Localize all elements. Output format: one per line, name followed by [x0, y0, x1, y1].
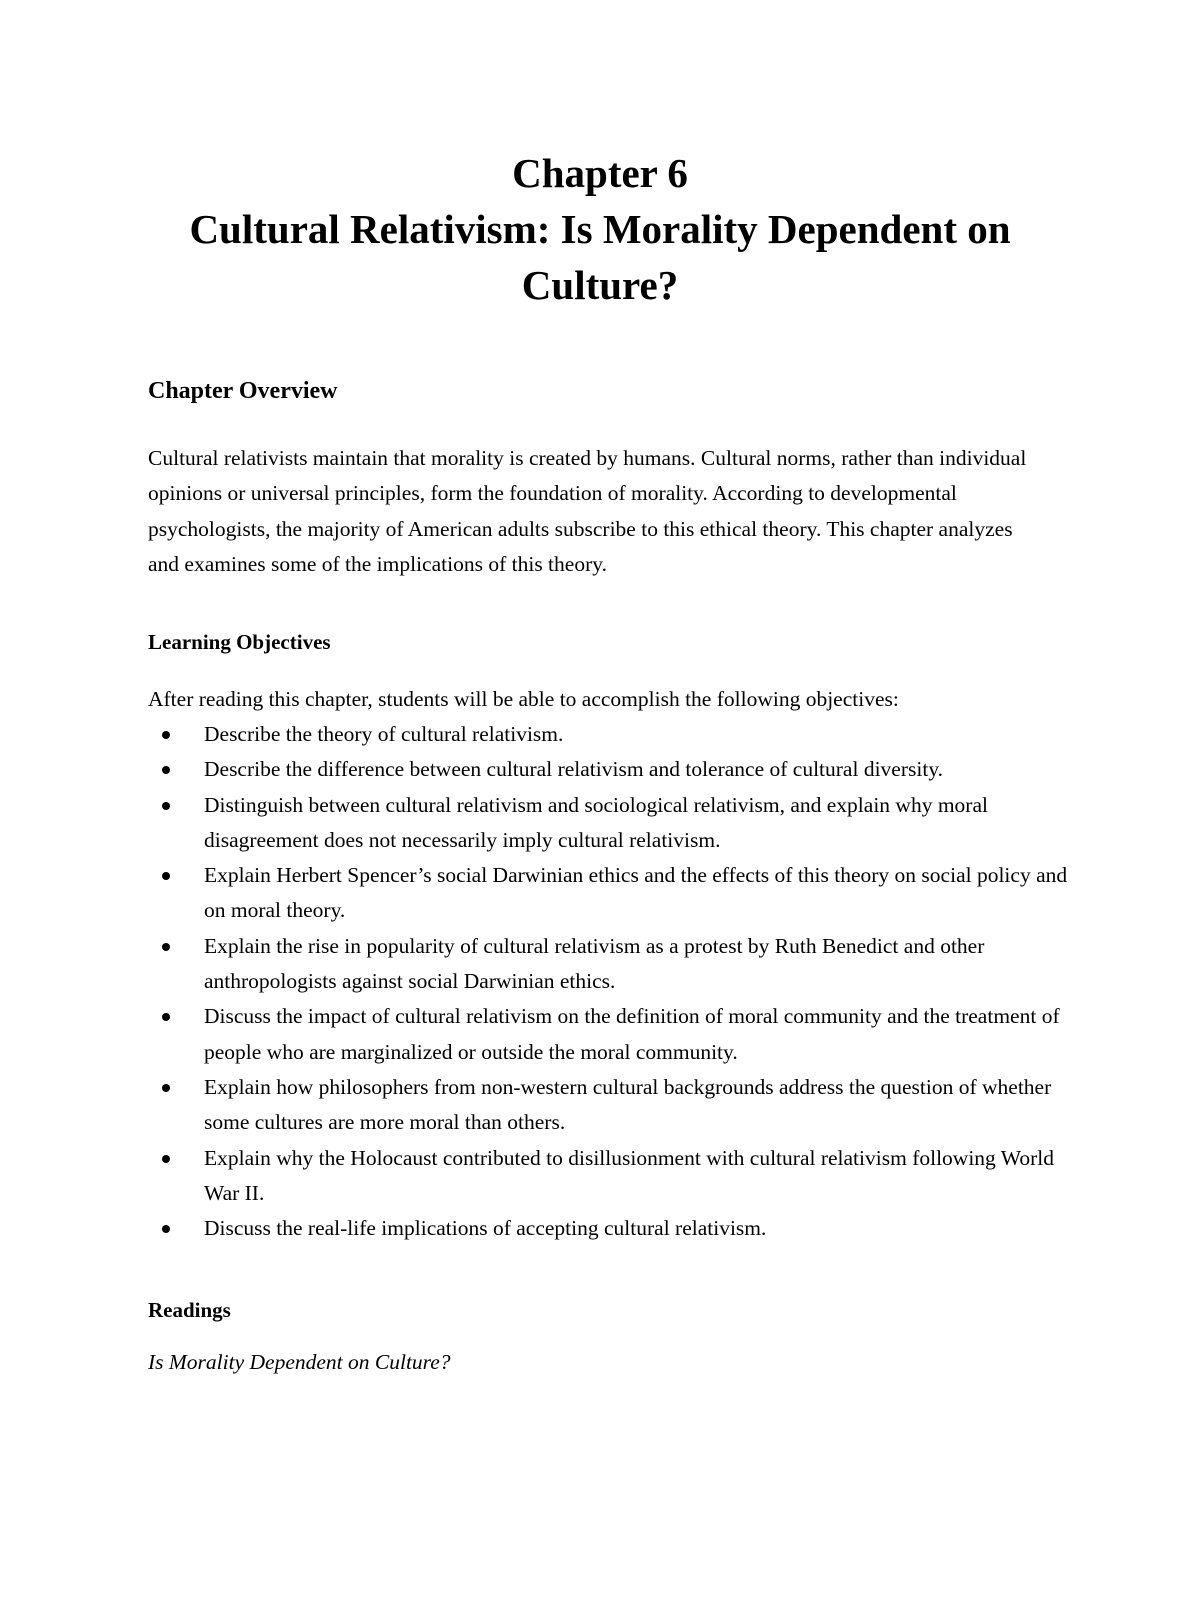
- bullet-icon: [162, 802, 170, 810]
- objectives-list: [148, 717, 1068, 1246]
- bullet-icon: [162, 731, 170, 739]
- chapter-title-line-2: Culture?: [521, 262, 679, 308]
- chapter-number: Chapter 6: [512, 150, 688, 196]
- objective-text: Discuss the impact of cultural relativism on the definition of moral community and the treatment of people who are marginalized or outside the moral community.: [204, 1004, 1060, 1064]
- list-item: [148, 1141, 1068, 1212]
- bullet-icon: [162, 943, 170, 951]
- objectives-intro: After reading this chapter, students will be able to accomplish the following objectives:: [148, 687, 899, 711]
- objective-text: Explain why the Holocaust contributed to disillusionment with cultural relativism following World War II.: [204, 1145, 1054, 1205]
- chapter-title: [0, 145, 1200, 313]
- bullet-icon: [162, 1155, 170, 1163]
- bullet-icon: [162, 872, 170, 880]
- objective-text: Describe the difference between cultural relativism and tolerance of cultural diversity.: [204, 757, 944, 782]
- list-item: [148, 788, 1068, 859]
- overview-heading: Chapter Overview: [148, 378, 338, 404]
- readings-heading: Readings: [148, 1298, 231, 1322]
- list-item: [148, 999, 1068, 1070]
- list-item: [148, 1211, 1068, 1246]
- bullet-icon: [162, 1225, 170, 1233]
- reading-title: Is Morality Dependent on Culture?: [148, 1350, 451, 1374]
- list-item: [148, 752, 1068, 787]
- objective-text: Describe the theory of cultural relativism.: [204, 722, 564, 746]
- list-item: [148, 929, 1068, 1000]
- objective-text: Explain the rise in popularity of cultural relativism as a protest by Ruth Benedict and other anthropologists against social Darwinian ethics.: [204, 933, 985, 994]
- objective-text: Explain Herbert Spencer’s social Darwinian ethics and the effects of this theory on social policy and on moral theory.: [204, 863, 1068, 923]
- objectives-heading: Learning Objectives: [148, 630, 331, 654]
- overview-paragraph: Cultural relativists maintain that morality is created by humans. Cultural norms, rather than individual opinions or universal principles, form the foundation of morality. According to developmental psychologists, the majority of American adults subscribe to this ethical theory. This chapter analyzes and examines some of the implications of this theory.: [148, 446, 1027, 576]
- bullet-icon: [162, 766, 170, 774]
- list-item: [148, 717, 1068, 752]
- chapter-title-line-1: Cultural Relativism: Is Morality Dependent on: [189, 206, 1011, 252]
- list-item: [148, 858, 1068, 929]
- bullet-icon: [162, 1013, 170, 1021]
- objective-text: Explain how philosophers from non-western cultural backgrounds address the question of whether some cultures are more moral than others.: [204, 1074, 1052, 1135]
- objective-text: Discuss the real-life implications of accepting cultural relativism.: [204, 1216, 767, 1241]
- objective-text: Distinguish between cultural relativism and sociological relativism, and explain why moral disagreement does not necessarily imply cultural relativism.: [204, 792, 988, 852]
- bullet-icon: [162, 1084, 170, 1092]
- list-item: [148, 1070, 1068, 1141]
